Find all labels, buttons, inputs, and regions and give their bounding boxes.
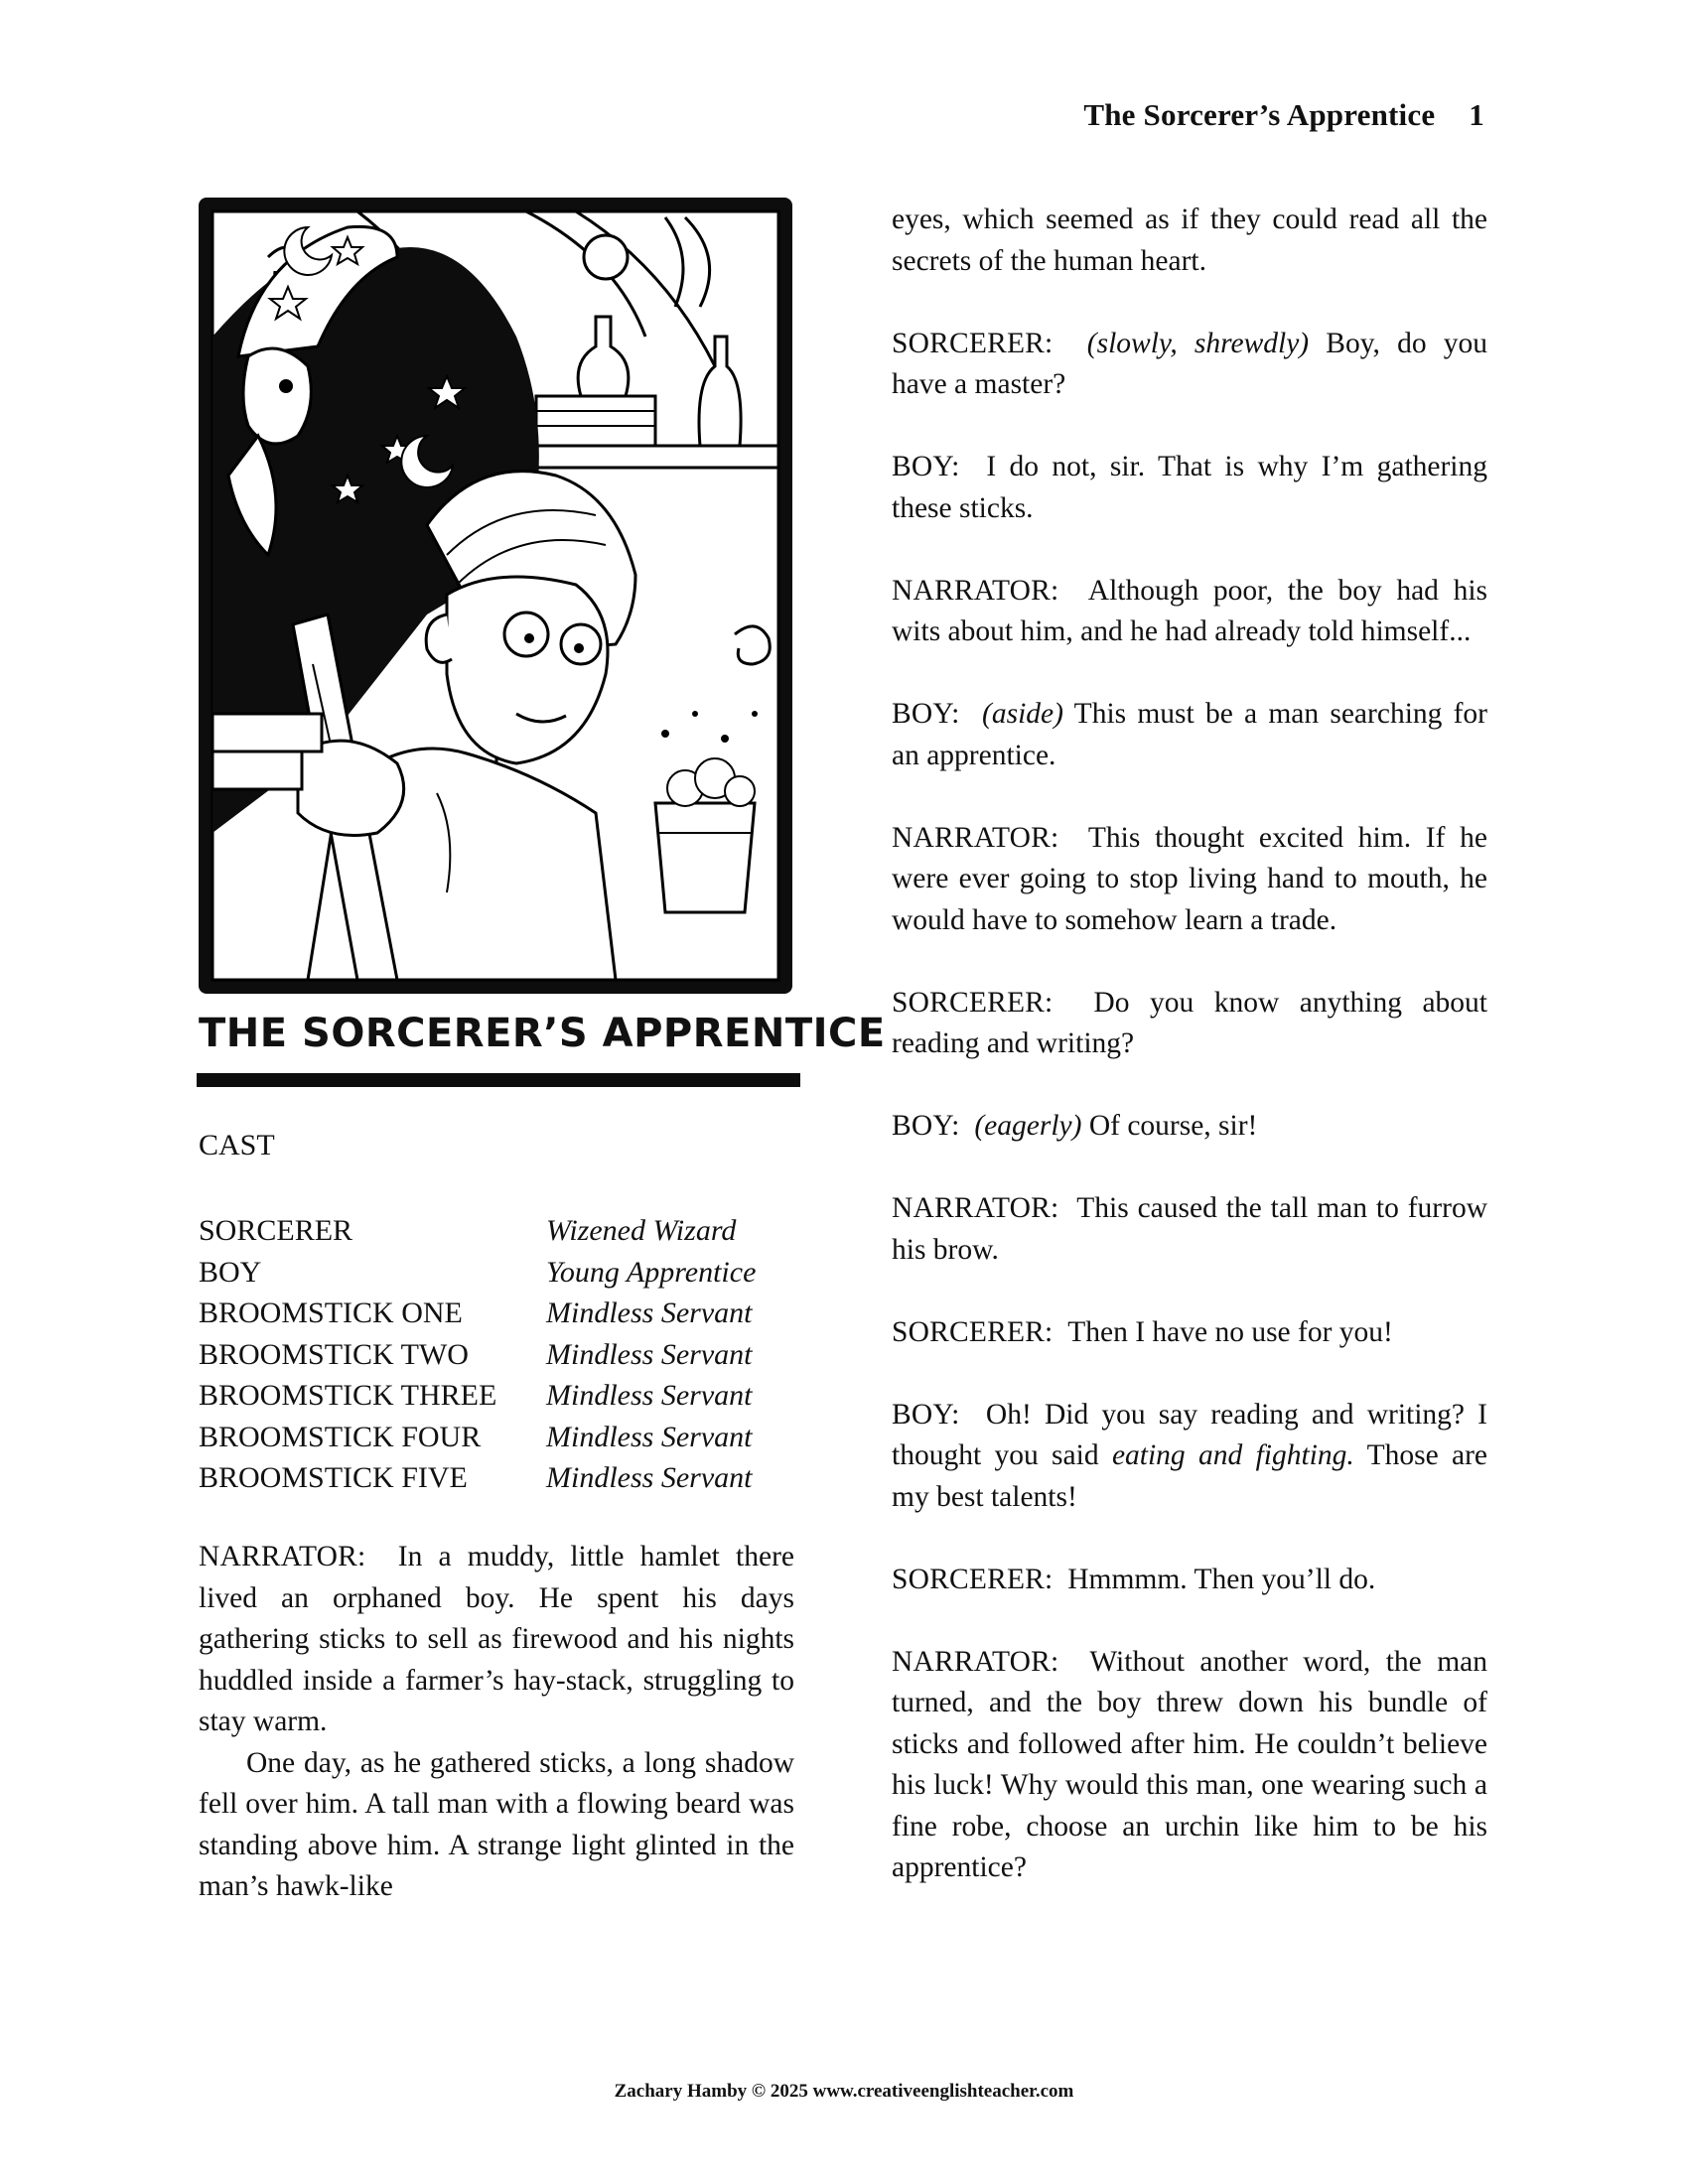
dialogue-text: Hmmmm. Then you’ll do. xyxy=(1067,1563,1376,1595)
cast-name: BOY xyxy=(199,1255,262,1289)
dialogue-line xyxy=(892,1188,1487,1271)
script-paragraph xyxy=(892,200,1487,282)
dialogue-line xyxy=(892,1395,1487,1519)
stage-direction: (eagerly) xyxy=(974,1110,1082,1142)
dialogue-text: Do you know anything about reading and writing? xyxy=(892,986,1487,1059)
emphasis-text: eating and fighting. xyxy=(1111,1439,1354,1471)
dialogue-text: Then I have no use for you! xyxy=(1067,1315,1393,1348)
cast-name: BROOMSTICK ONE xyxy=(199,1297,463,1329)
cast-row xyxy=(199,1375,756,1417)
cast-row xyxy=(199,1293,756,1334)
cast-row xyxy=(199,1252,756,1294)
left-text-column xyxy=(199,1537,794,1908)
play-title: THE SORCERER’S APPRENTICE xyxy=(199,1011,886,1056)
speaker-label: NARRATOR: xyxy=(892,1645,1059,1678)
speaker-label: NARRATOR: xyxy=(892,1192,1059,1224)
dialogue-line xyxy=(892,571,1487,653)
running-header xyxy=(1083,97,1484,133)
dialogue-line xyxy=(892,1642,1487,1889)
script-text: eyes, which seemed as if they could read all the secrets of the human heart. xyxy=(892,204,1487,277)
speaker-label: SORCERER: xyxy=(892,1315,1054,1348)
dialogue-text: Oh! Did you say reading and writing? I thought you said xyxy=(892,1398,1487,1471)
cast-role: Wizened Wizard xyxy=(546,1214,737,1247)
dialogue-line xyxy=(892,1560,1487,1601)
dialogue-text: This caused the tall man to furrow his brow. xyxy=(892,1192,1487,1266)
dialogue-line xyxy=(892,324,1487,406)
cast-role: Mindless Servant xyxy=(546,1461,753,1494)
cast-name: SORCERER xyxy=(199,1214,353,1247)
dialogue-line xyxy=(892,447,1487,529)
script-paragraph xyxy=(199,1537,794,1743)
speaker-label: BOY: xyxy=(892,698,960,730)
copyright-footer: Zachary Hamby © 2025 www.creativeenglishteacher.com xyxy=(614,2081,1074,2102)
cast-role: Mindless Servant xyxy=(546,1337,753,1371)
cast-row xyxy=(199,1417,756,1458)
speaker-label: NARRATOR: xyxy=(199,1541,366,1572)
cast-row xyxy=(199,1334,756,1376)
cast-row xyxy=(199,1210,756,1252)
dialogue-text: Those are my best talents! xyxy=(892,1439,1488,1513)
dialogue-text: This must be a man searching for an apprentice. xyxy=(892,698,1488,771)
dialogue-text: I do not, sir. That is why I’m gathering these sticks. xyxy=(892,451,1488,524)
dialogue-text: Boy, do you have a master? xyxy=(892,327,1487,400)
dialogue-line xyxy=(892,818,1487,942)
dialogue-text: Without another word, the man turned, and the boy threw down his bundle of sticks and followed after him. He couldn’t believe his luck! Why would this man, one wearing such a fine robe, choose an urchin like him to be his apprentice? xyxy=(892,1645,1488,1883)
speaker-label: BOY: xyxy=(892,451,960,482)
cast-name: BROOMSTICK FIVE xyxy=(199,1461,468,1494)
speaker-label: SORCERER: xyxy=(892,327,1054,359)
speaker-label: NARRATOR: xyxy=(892,821,1059,854)
script-text: One day, as he gathered sticks, a long shadow fell over him. A tall man with a flowing beard was standing above him. A strange light glinted in the man’s hawk-like xyxy=(199,1746,794,1902)
speaker-label: BOY: xyxy=(892,1398,960,1431)
dialogue-text: Although poor, the boy had his wits about him, and he had already told himself... xyxy=(892,574,1488,647)
page-number: 1 xyxy=(1469,97,1484,132)
speaker-label: NARRATOR: xyxy=(892,574,1059,607)
cast-name: BROOMSTICK THREE xyxy=(199,1379,497,1412)
cast-name: BROOMSTICK TWO xyxy=(199,1337,469,1371)
dialogue-text: Of course, sir! xyxy=(1088,1110,1258,1142)
cast-role: Young Apprentice xyxy=(546,1255,757,1289)
dialogue-line xyxy=(892,983,1487,1065)
cast-role: Mindless Servant xyxy=(546,1297,753,1329)
cast-row xyxy=(199,1457,756,1499)
script-text: In a muddy, little hamlet there lived an orphaned boy. He spent his days gathering sticks to sell as firewood and his nights huddled inside a farmer’s hay-stack, struggling to stay warm. xyxy=(199,1541,794,1737)
cast-heading: CAST xyxy=(199,1129,275,1161)
dialogue-line xyxy=(892,1312,1487,1354)
speaker-label: SORCERER: xyxy=(892,1563,1054,1595)
cast-role: Mindless Servant xyxy=(546,1379,753,1412)
cast-list xyxy=(199,1210,756,1499)
title-underline xyxy=(197,1073,800,1087)
speaker-label: SORCERER: xyxy=(892,986,1054,1019)
speaker-label: BOY: xyxy=(892,1110,960,1142)
header-title: The Sorcerer’s Apprentice xyxy=(1083,97,1436,132)
right-text-column xyxy=(892,200,1487,1889)
dialogue-text: This thought excited him. If he were ever going to stop living hand to mouth, he would have to somehow learn a trade. xyxy=(892,821,1487,936)
sorcerer-and-boy-illustration xyxy=(199,198,792,994)
cast-name: BROOMSTICK FOUR xyxy=(199,1420,482,1453)
cast-role: Mindless Servant xyxy=(546,1420,753,1453)
stage-direction: (slowly, shrewdly) xyxy=(1086,327,1310,359)
dialogue-line xyxy=(892,1106,1487,1148)
script-paragraph xyxy=(199,1743,794,1908)
dialogue-line xyxy=(892,694,1487,776)
stage-direction: (aside) xyxy=(982,698,1063,730)
